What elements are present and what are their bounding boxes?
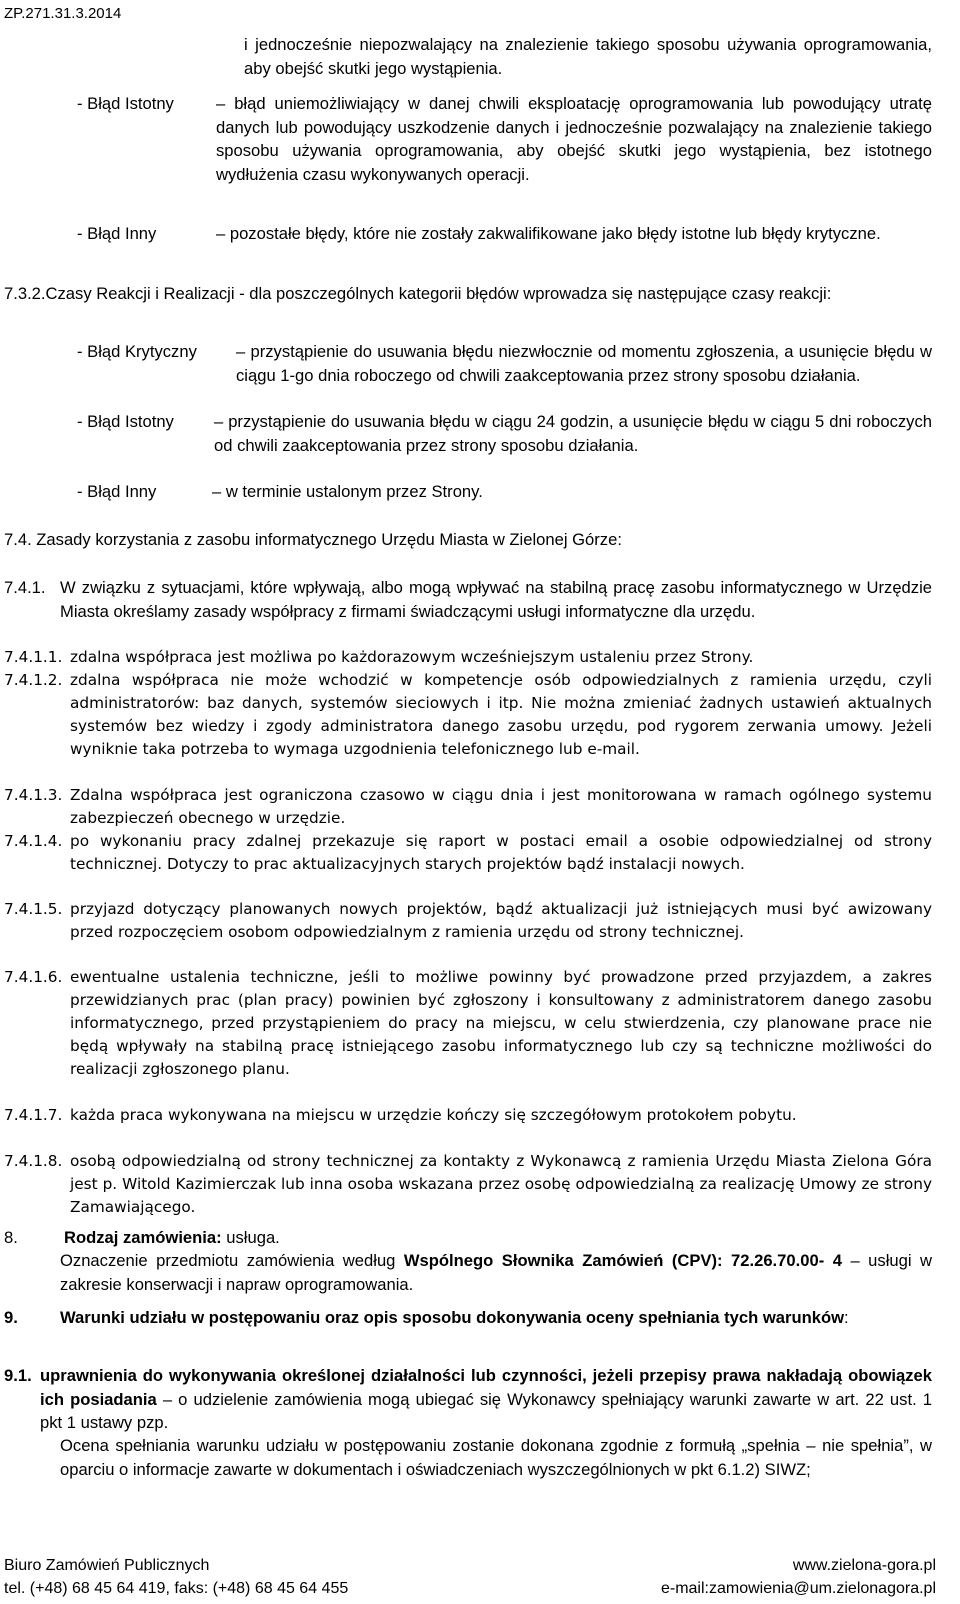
section-8-bold: Rodzaj zamówienia: <box>64 1228 222 1247</box>
item-number: 7.4.1.1. <box>4 648 63 666</box>
document-id: ZP.271.31.3.2014 <box>4 5 122 22</box>
section-7-4-1-text: W związku z sytuacjami, które wpływają, albo mogą wpływać na stabilną pracę zasobu informatycznego w Urzędzie Miasta określamy zasady współpracy z firmami świadczącymi usługi informatyczne dla urzędu. <box>60 578 932 621</box>
section-8-rest: usługa. <box>221 1228 280 1247</box>
section-9-bold: Warunki udziału w postępowaniu oraz opis sposobu dokonywania oceny spełniania tych warunków <box>60 1308 845 1327</box>
label-blad-istotny: - Błąd Istotny <box>77 94 174 113</box>
section-9-1-assessment: Ocena spełniania warunku udziału w postępowaniu zostanie dokonana zgodnie z formułą „spełnia – nie spełnia”, w oparciu o informacje zawarte w dokumentach i oświadczeniach wyszczególnionych w pkt 6.1.2) SIWZ; <box>60 1436 932 1479</box>
footer-website[interactable]: www.zielona-gora.pl <box>792 1557 936 1574</box>
section-9-number: 9. <box>4 1308 18 1327</box>
list-item <box>4 669 932 761</box>
item-number: 7.4.1.2. <box>4 671 63 689</box>
list-item <box>4 898 932 944</box>
section-9-1-number: 9.1. <box>4 1366 32 1385</box>
item-text: Zdalna współpraca jest ograniczona czasowo w ciągu dnia i jest monitorowana w ramach ogólnego systemu zabezpieczeń obecnego w urzędzie. <box>70 786 932 827</box>
label-blad-inny-2: - Błąd Inny <box>77 482 157 501</box>
list-item <box>4 1150 932 1219</box>
reaction-blad-inny: – w terminie ustalonym przez Strony. <box>212 482 483 501</box>
label-blad-inny: - Błąd Inny <box>77 224 157 243</box>
item-text: zdalna współpraca nie może wchodzić w kompetencje osób odpowiedzialnych z ramienia urzędu, czyli administratorów: baz danych, systemów sieciowych i itp. Nie można zmieniać żadnych ustawień aktualnych systemów bez wiedzy i zgody administratora danego zasobu urzędu, pod rygorem zerwania umowy. Jeżeli wyniknie taka potrzeba to wymaga uzgodnienia telefonicznego lub e-mail. <box>70 671 932 758</box>
reaction-blad-krytyczny: – przystąpienie do usuwania błędu niezwłocznie od momentu zgłoszenia, a usunięcie błędu w ciągu 1-go dnia roboczego od chwili zaakceptowania przez strony sposobu działania. <box>236 342 932 385</box>
section-9-1-rest: – o udzielenie zamówienia mogą ubiegać się Wykonawcy spełniający warunki zawarte w art. 22 ust. 1 pkt 1 ustawy pzp. <box>40 1389 932 1432</box>
list-item <box>4 646 932 669</box>
item-number: 7.4.1.3. <box>4 786 63 804</box>
item-text: po wykonaniu pracy zdalnej przekazuje się raport w postaci email a osobie odpowiedzialnej od strony technicznej. Dotyczy to prac aktualizacyjnych starych projektów bądź instalacji nowych. <box>70 832 932 873</box>
item-number: 7.4.1.5. <box>4 900 63 918</box>
item-text: zdalna współpraca jest możliwa po każdorazowym wcześniejszym ustaleniu przez Strony. <box>70 648 754 666</box>
list-item <box>4 966 932 1081</box>
list-item <box>4 830 932 876</box>
cpv-prefix: Oznaczenie przedmiotu zamówienia według <box>60 1251 404 1270</box>
cpv-description: – usługi w zakresie konserwacji i napraw oprogramowania. <box>60 1251 933 1294</box>
section-7-3-2-heading: 7.3.2.Czasy Reakcji i Realizacji - dla poszczególnych kategorii błędów wprowadza się następujące czasy reakcji: <box>4 284 832 303</box>
footer-office: Biuro Zamówień Publicznych <box>4 1557 210 1574</box>
item-text: każda praca wykonywana na miejscu w urzędzie kończy się szczegółowym protokołem pobytu. <box>70 1106 797 1124</box>
definition-blad-inny: – pozostałe błędy, które nie zostały zakwalifikowane jako błędy istotne lub błędy krytyczne. <box>216 224 881 243</box>
item-number: 7.4.1.8. <box>4 1152 63 1170</box>
label-blad-istotny-2: - Błąd Istotny <box>77 412 174 431</box>
item-text: przyjazd dotyczący planowanych nowych projektów, bądź aktualizacji już istniejących musi być awizowany przed rozpoczęciem osobom odpowiedzialnym z ramienia urzędu od strony technicznej. <box>70 900 932 941</box>
footer-email[interactable]: e-mail:zamowienia@um.zielonagora.pl <box>660 1580 936 1597</box>
section-7-4-heading: 7.4. Zasady korzystania z zasobu informatycznego Urzędu Miasta w Zielonej Górze: <box>4 530 622 549</box>
item-number: 7.4.1. <box>4 578 46 597</box>
definition-blad-istotny: – błąd uniemożliwiający w danej chwili eksploatację oprogramowania lub powodujący utratę danych lub powodujący uszkodzenie danych i jednocześnie pozwalający na znalezienie takiego sposobu używania oprogramowania, aby obejść skutki jego wystąpienia, bez istotnego wydłużenia czasu wykonywanych operacji. <box>216 94 932 184</box>
section-9-heading <box>60 1306 932 1330</box>
definition-critical-continuation: i jednocześnie niepozwalający na znalezienie takiego sposobu używania oprogramowania, aby obejść skutki jego wystąpienia. <box>244 35 932 78</box>
label-blad-krytyczny: - Błąd Krytyczny <box>77 342 197 361</box>
cpv-code: Wspólnego Słownika Zamówień (CPV): 72.26.70.00- 4 <box>403 1251 842 1270</box>
section-8-heading <box>64 1226 280 1250</box>
footer-phone: tel. (+48) 68 45 64 419, faks: (+48) 68 45 64 455 <box>4 1580 349 1597</box>
reaction-blad-istotny: – przystąpienie do usuwania błędu w ciągu 24 godzin, a usunięcie błędu w ciągu 5 dni roboczych od chwili zaakceptowania przez strony sposobu działania. <box>214 412 932 455</box>
item-text: osobą odpowiedzialną od strony technicznej za kontakty z Wykonawcą z ramienia Urzędu Miasta Zielona Góra jest p. Witold Kazimierczak lub inna osoba wskazana przez osobę odpowiedzialną za realizację Umowy ze strony Zamawiającego. <box>70 1152 932 1216</box>
item-number: 7.4.1.7. <box>4 1106 63 1124</box>
section-9-1-paragraph <box>40 1364 932 1435</box>
section-9-rest: : <box>844 1308 849 1327</box>
section-8-number: 8. <box>4 1228 18 1247</box>
list-item <box>4 1104 932 1127</box>
item-text: ewentualne ustalenia techniczne, jeśli to możliwe powinny być prowadzone przed przyjazdem, a zakres przewidzianych prac (plan pracy) powinien być zgłoszony i konsultowany z administratorem danego zasobu informatycznego, przed przystąpieniem do pracy na miejscu, w celu stwierdzenia, czy planowane prace nie będą wpływały na stabilną pracę istniejącego zasobu informatycznego lub czy są techniczne możliwości do realizacji zgłoszonego planu. <box>70 968 932 1078</box>
item-number: 7.4.1.4. <box>4 832 63 850</box>
cpv-paragraph <box>60 1249 932 1296</box>
list-item <box>4 784 932 830</box>
item-number: 7.4.1.6. <box>4 968 63 986</box>
section-9-1-bold: uprawnienia do wykonywania określonej działalności lub czynności, jeżeli przepisy prawa nakładają obowiązek ich posiadania <box>40 1366 932 1409</box>
